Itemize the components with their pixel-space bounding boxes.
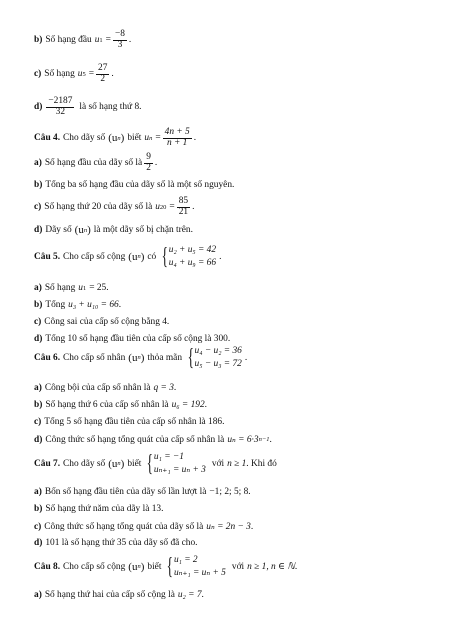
fraction [144, 153, 153, 174]
math-expr: u₆ = 192 [171, 400, 205, 410]
seq-close: ) [87, 224, 91, 236]
math-cond: n ≥ 1, n ∈ ℕ [247, 562, 295, 573]
item-tail: . [128, 35, 132, 46]
numerator: 85 [178, 196, 189, 206]
system-row: u₄ + u₉ = 66 [168, 257, 217, 268]
question-text-3: với [231, 561, 245, 572]
math-expr: u₂ = 7 [177, 590, 202, 600]
option-marker: a) [34, 590, 42, 600]
math-expr: uₙ = 2n − 3 [206, 522, 251, 532]
math-sub: n [149, 134, 153, 142]
denominator: n + 1 [166, 137, 188, 148]
math-eq: = 25 [89, 283, 107, 293]
option-tail: . [269, 434, 272, 445]
option-text-2: là một dãy số bị chặn trên. [93, 225, 193, 235]
seq-open: (u [128, 250, 138, 263]
option-text: Công thức số hạng tổng quát của dãy số là [44, 521, 204, 532]
math-expr: uₙ = 6·3 [227, 435, 259, 445]
question-label: Câu 7. [34, 458, 61, 469]
option-7b [34, 504, 163, 514]
seq-sub: n [83, 226, 88, 234]
denominator: 2 [146, 162, 151, 173]
option-text: Dãy số [45, 225, 72, 235]
option-tail: . [118, 300, 122, 310]
math-sub: 1 [82, 284, 87, 292]
denominator: 2 [100, 73, 106, 84]
brace-icon: { [167, 553, 174, 580]
item-marker: d) [34, 102, 43, 113]
option-text: Số hạng thứ 20 của dãy số là [44, 202, 153, 213]
seq-open: (u [128, 351, 138, 364]
question-6 [34, 345, 247, 370]
fraction [96, 64, 109, 85]
math-var: u [78, 283, 83, 293]
option-5b [34, 300, 121, 310]
seq-open: (u [128, 560, 138, 573]
item-text: Số hạng đầu [45, 35, 92, 46]
system-rows [195, 345, 242, 370]
item-3b [34, 30, 131, 51]
option-tail: . [106, 283, 109, 293]
numerator: 4n + 5 [164, 127, 190, 137]
item-marker: c) [34, 69, 42, 80]
option-tail: . [248, 487, 251, 497]
question-text: Cho cấp số cộng [63, 251, 126, 262]
question-text: Cho cấp số nhân [63, 352, 126, 363]
question-text-2: thỏa mãn [147, 352, 183, 363]
option-marker: d) [34, 225, 43, 235]
question-label: Câu 5. [34, 251, 61, 262]
math-sup: n−1 [258, 436, 270, 443]
option-tail: . [192, 202, 195, 213]
denominator: 21 [178, 206, 189, 217]
question-label: Câu 8. [34, 561, 61, 572]
seq-close: ) [140, 250, 145, 263]
math-var: u [144, 133, 150, 144]
system-row: u₄ − u₂ = 36 [194, 346, 242, 356]
math-var: u [94, 35, 100, 46]
option-marker: a) [34, 487, 42, 497]
math-eq: = [105, 35, 111, 46]
option-marker: d) [34, 434, 43, 445]
option-text: Công bội của cấp số nhân là [44, 383, 151, 393]
question-text: Cho cấp số cộng [63, 561, 126, 572]
math-eq: = [169, 202, 175, 213]
option-5a [34, 283, 109, 293]
system-row: u₂ + u₅ = 42 [168, 245, 217, 255]
option-text: Bốn số hạng đầu tiên của dãy số lần lượt là [44, 487, 207, 497]
equation-system [164, 554, 225, 579]
denominator: 32 [55, 106, 66, 117]
option-text: Số hạng thứ năm của dãy là 13. [45, 504, 164, 514]
option-7c [34, 521, 253, 532]
system-row: u₅ − u₃ = 72 [194, 358, 242, 369]
option-marker: c) [34, 202, 42, 213]
item-text: Số hạng [44, 69, 75, 80]
item-marker: b) [34, 35, 43, 46]
fraction [46, 97, 74, 118]
system-row: u₁ = 2 [173, 555, 198, 565]
option-4c [34, 197, 194, 218]
option-text: Số hạng đầu của dãy số là [44, 158, 143, 169]
question-text-3: với [211, 458, 225, 469]
option-text: Số hạng [44, 283, 76, 293]
option-7d [34, 538, 198, 548]
seq-sub: n [137, 253, 141, 261]
equation-system [159, 244, 216, 269]
option-text: Công sai của cấp số cộng bằng 4. [44, 317, 170, 327]
option-tail: . [204, 400, 207, 410]
question-label: Câu 4. [34, 133, 61, 144]
option-tail: . [173, 383, 177, 393]
seq-close: ) [120, 132, 125, 145]
math-sub: 5 [82, 70, 86, 78]
option-text: Tổng ba số hạng đầu của dãy số là một số nguyên. [45, 180, 235, 190]
seq-sub: n [117, 460, 121, 468]
math-sub: 1 [99, 36, 103, 44]
seq-sub: n [137, 563, 141, 571]
question-label: Câu 6. [34, 352, 61, 363]
numerator: 27 [98, 63, 108, 73]
brace-icon: { [161, 243, 169, 270]
fraction [163, 128, 192, 149]
question-text-2: biết [127, 133, 142, 144]
question-8 [34, 554, 297, 579]
option-text: Tổng 10 số hạng đầu tiên của cấp số cộng là 300. [45, 334, 231, 344]
option-4b [34, 180, 234, 190]
option-tail: . [250, 521, 254, 532]
question-tail: . [244, 352, 248, 363]
math-eq: = [88, 69, 94, 80]
seq-open: (u [74, 224, 84, 236]
option-6c [34, 417, 224, 427]
brace-icon: { [146, 450, 154, 477]
math-expr: u₃ + u₁₀ = 66 [68, 300, 119, 310]
option-marker: d) [34, 334, 43, 344]
system-row: uₙ₊₁ = uₙ + 5 [173, 567, 226, 578]
seq-open: (u [108, 132, 118, 145]
option-8a [34, 590, 204, 600]
item-text: là số hạng thứ 8. [79, 102, 142, 113]
numerator: 9 [146, 152, 151, 162]
denominator: 3 [117, 39, 123, 50]
system-rows [154, 451, 206, 476]
numerator: −2187 [48, 96, 73, 106]
math-var: u [155, 202, 160, 213]
option-marker: c) [34, 417, 42, 427]
seq-sub: n [137, 354, 141, 362]
fraction [177, 197, 190, 218]
math-var: u [77, 69, 83, 80]
math-expr: −1; 2; 5; 8 [209, 487, 249, 497]
system-row: uₙ₊₁ = uₙ + 3 [153, 464, 206, 475]
option-text: Số hạng thứ hai của cấp số cộng là [44, 590, 175, 600]
seq-sub: n [117, 134, 121, 142]
equation-system [185, 345, 242, 370]
option-tail: . [201, 590, 204, 600]
system-rows [174, 554, 226, 579]
seq-close: ) [120, 457, 125, 470]
item-tail: . [111, 69, 114, 80]
equation-system [144, 451, 205, 476]
question-tail: . [193, 133, 197, 144]
question-text: Cho dãy số [63, 133, 106, 144]
math-eq: = [155, 133, 161, 144]
system-row: u₁ = −1 [153, 452, 184, 462]
question-4 [34, 128, 196, 149]
item-3d [34, 97, 142, 118]
option-marker: d) [34, 538, 43, 548]
math-cond: n ≥ 1 [227, 458, 247, 469]
option-text: Số hạng thứ 6 của cấp số nhân là [45, 400, 169, 410]
option-marker: c) [34, 317, 42, 327]
option-7a [34, 487, 251, 497]
option-marker: b) [34, 400, 43, 410]
option-text: 101 là số hạng thứ 35 của dãy số đã cho. [45, 538, 198, 548]
question-text-4: . Khi đó [246, 458, 277, 469]
option-marker: b) [34, 504, 43, 514]
fraction [113, 30, 127, 51]
numerator: −8 [114, 29, 125, 39]
option-6a [34, 383, 176, 393]
question-tail: . [294, 561, 298, 572]
seq-close: ) [140, 351, 145, 364]
question-text-2: có [147, 251, 157, 262]
option-text: Công thức số hạng tổng quát của cấp số nhân là [45, 434, 225, 445]
option-6b [34, 400, 207, 410]
seq-close: ) [140, 560, 145, 573]
question-text-2: biết [147, 561, 162, 572]
option-marker: c) [34, 521, 42, 532]
math-sub: 20 [159, 203, 167, 211]
question-text: Cho dãy số [63, 458, 106, 469]
question-7 [34, 451, 277, 476]
option-5c [34, 317, 169, 327]
option-text: Tổng 5 số hạng đầu tiên của cấp số nhân là 186. [44, 417, 225, 427]
seq-open: (u [108, 457, 118, 470]
question-tail: . [219, 251, 222, 262]
math-expr: q = 3 [153, 383, 174, 393]
option-4a [34, 153, 157, 174]
option-5d [34, 334, 230, 344]
question-text-2: biết [127, 458, 142, 469]
system-rows [169, 244, 216, 269]
item-3c [34, 64, 114, 85]
question-5 [34, 244, 221, 269]
option-marker: a) [34, 158, 42, 169]
option-4d [34, 224, 193, 236]
option-marker: a) [34, 283, 42, 293]
option-marker: a) [34, 383, 42, 393]
option-marker: b) [34, 300, 43, 310]
option-marker: b) [34, 180, 43, 190]
option-tail: . [154, 158, 158, 169]
option-6d [34, 434, 272, 445]
brace-icon: { [187, 344, 194, 371]
option-text: Tổng [45, 300, 66, 310]
